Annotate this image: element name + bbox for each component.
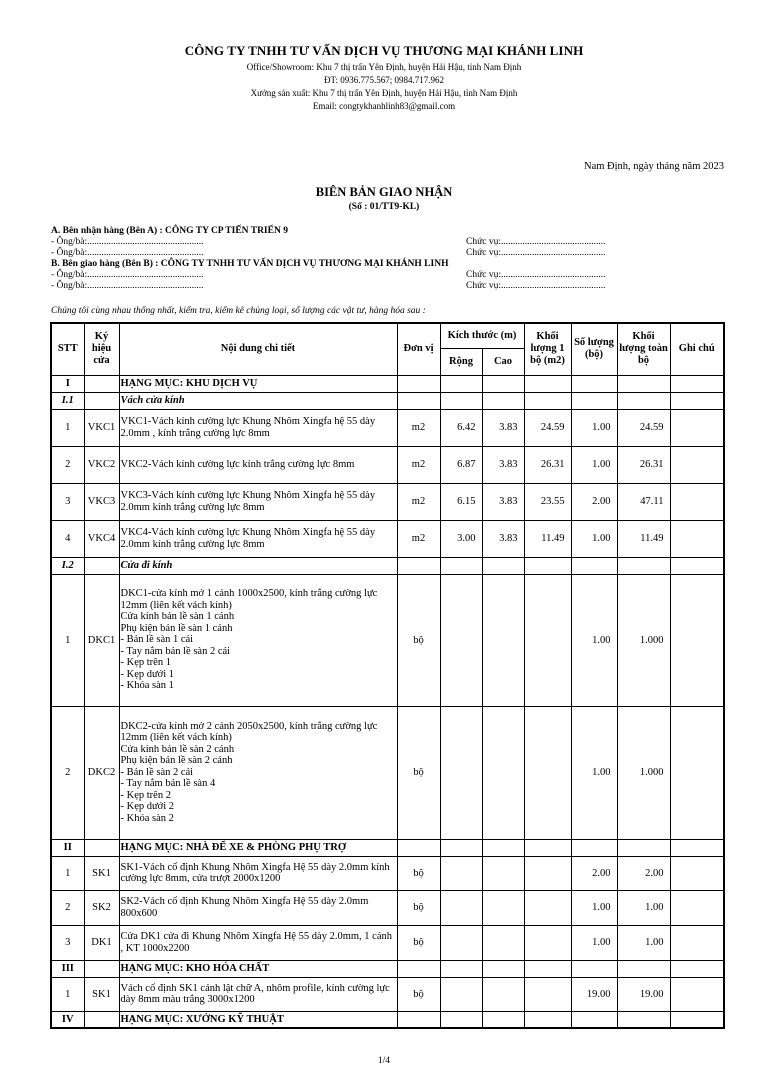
empty-cell (670, 1011, 724, 1028)
party-a-heading: A. Bên nhận hàng (Bên A) : CÔNG TY CP TIẾN TRIỂN 9 (51, 226, 288, 236)
content-line: - Khóa sàn 2 (120, 812, 174, 824)
empty-cell (617, 1011, 670, 1028)
party-b-heading: B. Bên giao hàng (Bên B) : CÔNG TY TNHH TƯ VẤN DỊCH VỤ THƯƠNG MẠI KHÁNH LINH (51, 259, 449, 269)
row-code (84, 960, 119, 977)
empty-cell (524, 392, 571, 409)
empty-cell (397, 1011, 440, 1028)
content-line: DKC2-cửa kính mở 2 cánh 2050x2500, kính trắng cường lực 12mm (liên kết vách kính) (120, 720, 378, 744)
content-line: DKC1-cửa kính mở 1 cánh 1000x2500, kính trắng cường lực 12mm (liên kết vách kính) (120, 588, 378, 611)
row-unit: bộ (397, 574, 440, 706)
row-total: 1.000 (617, 706, 670, 839)
row-total: 2.00 (617, 856, 670, 890)
row-height (482, 925, 524, 960)
company-name: CÔNG TY TNHH TƯ VẤN DỊCH VỤ THƯƠNG MẠI KHÁNH LINH (184, 43, 584, 58)
intro-text: Chúng tôi cùng nhau thống nhất, kiểm tra, kiểm kê chủng loại, số lượng các vật tư, hàng hóa sau : (51, 306, 426, 316)
row-note (670, 574, 724, 706)
row-note (670, 520, 724, 557)
empty-cell (482, 960, 524, 977)
header-unit: Đơn vị (397, 323, 440, 375)
document-title: BIÊN BẢN GIAO NHẬN (315, 185, 453, 199)
row-height: 3.83 (482, 520, 524, 557)
row-total: 26.31 (617, 446, 670, 483)
subsection-title: Cửa đi kính (119, 557, 397, 574)
content-line: SK2-Vách cố định Khung Nhôm Xingfa Hệ 55 dày 2.0mm 800x600 (120, 896, 369, 919)
party-a-person-1: - Ông/bà:................................................. (51, 237, 204, 247)
phone-line: ĐT: 0936.775.567; 0984.717.962 (323, 75, 445, 85)
table-row (51, 446, 724, 483)
page-number: 1/4 (377, 1056, 391, 1066)
header-height: Cao (482, 348, 524, 375)
row-width (440, 706, 482, 839)
header-code: Ký hiệu cửa (84, 323, 119, 375)
row-note (670, 446, 724, 483)
row-stt: 3 (51, 483, 84, 520)
row-stt: III (51, 960, 84, 977)
table-row (51, 409, 724, 446)
table-row (51, 483, 724, 520)
row-qty: 1.00 (571, 409, 617, 446)
row-vol1 (524, 856, 571, 890)
party-b-role-2: Chức vụ:............................................ (466, 281, 606, 291)
party-a-role-1: Chức vụ:............................................ (466, 237, 606, 247)
table-row (51, 856, 724, 890)
empty-cell (617, 392, 670, 409)
row-stt: 1 (51, 856, 84, 890)
empty-cell (571, 839, 617, 856)
empty-cell (670, 375, 724, 392)
empty-cell (440, 557, 482, 574)
content-line: Cửa kính bản lề sàn 1 cánh (120, 611, 235, 623)
row-content (119, 520, 397, 557)
content-line: Phụ kiện bản lề sàn 2 cánh (120, 755, 233, 767)
table-body (51, 375, 724, 1028)
row-code (84, 557, 119, 574)
row-height: 3.83 (482, 409, 524, 446)
row-code (84, 392, 119, 409)
row-unit: m2 (397, 409, 440, 446)
empty-cell (524, 960, 571, 977)
row-code: VKC1 (84, 409, 119, 446)
empty-cell (670, 557, 724, 574)
empty-cell (571, 960, 617, 977)
row-width (440, 856, 482, 890)
row-height (482, 977, 524, 1011)
empty-cell (571, 392, 617, 409)
row-note (670, 977, 724, 1011)
empty-cell (397, 392, 440, 409)
empty-cell (482, 375, 524, 392)
row-width: 6.42 (440, 409, 482, 446)
row-vol1: 23.55 (524, 483, 571, 520)
content-line: VKC3-Vách kính cường lực Khung Nhôm Xingfa hệ 55 dày 2.0mm kính trắng cường lực 8mm (120, 490, 376, 513)
table-row (51, 520, 724, 557)
row-vol1: 26.31 (524, 446, 571, 483)
row-content (119, 446, 397, 483)
content-line: - Tay nắm bản lề sàn 4 (120, 778, 216, 790)
section-title: HẠNG MỤC: KHO HÓA CHẤT (119, 960, 397, 977)
row-stt: II (51, 839, 84, 856)
row-width (440, 890, 482, 925)
row-qty: 19.00 (571, 977, 617, 1011)
row-stt: 2 (51, 890, 84, 925)
row-note (670, 483, 724, 520)
row-code: SK1 (84, 856, 119, 890)
row-stt: 4 (51, 520, 84, 557)
section-title: HẠNG MỤC: NHÀ ĐỂ XE & PHÒNG PHỤ TRỢ (119, 839, 397, 856)
row-unit: m2 (397, 483, 440, 520)
row-width (440, 574, 482, 706)
row-stt: 3 (51, 925, 84, 960)
content-line: SK1-Vách cố định Khung Nhôm Xingfa Hệ 55 dày 2.0mm kính cường lực 8mm, cửa trượt 2000x1200 (120, 861, 390, 884)
header-width: Rộng (440, 348, 482, 375)
row-vol1: 24.59 (524, 409, 571, 446)
empty-cell (524, 557, 571, 574)
content-line: - Kẹp trên 2 (120, 789, 171, 801)
table-row (51, 977, 724, 1011)
row-stt: I.1 (51, 392, 84, 409)
empty-cell (670, 392, 724, 409)
table-row (51, 925, 724, 960)
row-unit: bộ (397, 890, 440, 925)
row-stt: 1 (51, 409, 84, 446)
row-qty: 1.00 (571, 520, 617, 557)
row-total: 47.11 (617, 483, 670, 520)
row-height: 3.83 (482, 483, 524, 520)
empty-cell (440, 1011, 482, 1028)
row-code: VKC3 (84, 483, 119, 520)
table-row (51, 706, 724, 839)
row-height: 3.83 (482, 446, 524, 483)
row-total: 1.00 (617, 925, 670, 960)
row-width (440, 925, 482, 960)
header-quantity: Số lượng (bộ) (571, 323, 617, 375)
row-qty: 1.00 (571, 446, 617, 483)
row-stt: 2 (51, 446, 84, 483)
row-total: 1.00 (617, 890, 670, 925)
row-stt: I (51, 375, 84, 392)
row-height (482, 706, 524, 839)
empty-cell (397, 375, 440, 392)
empty-cell (670, 839, 724, 856)
party-a-person-2: - Ông/bà:................................................. (51, 248, 204, 258)
row-content (119, 483, 397, 520)
row-code (84, 1011, 119, 1028)
content-line: - Bản lề sàn 1 cái (120, 634, 194, 646)
party-b-role-1: Chức vụ:............................................ (466, 270, 606, 280)
row-note (670, 856, 724, 890)
table-row (51, 574, 724, 706)
subsection-title: Vách cửa kính (119, 392, 397, 409)
empty-cell (617, 375, 670, 392)
row-code: SK2 (84, 890, 119, 925)
header-content: Nội dung chi tiết (119, 323, 397, 375)
content-line: VKC1-Vách kính cường lực Khung Nhôm Xingfa hệ 55 dày 2.0mm , kính trắng cường lực 8mm (120, 416, 376, 439)
content-line: VKC2-Vách kính cường lực kính trắng cường lực 8mm (120, 458, 355, 470)
row-qty: 1.00 (571, 706, 617, 839)
row-stt: 1 (51, 574, 84, 706)
table-row (51, 890, 724, 925)
content-line: Cửa DK1 cửa đi Khung Nhôm Xingfa Hệ 55 dày 2.0mm, 1 cánh , KT 1000x2200 (120, 931, 392, 954)
row-width (440, 977, 482, 1011)
row-code: VKC4 (84, 520, 119, 557)
row-unit: bộ (397, 977, 440, 1011)
row-stt: 2 (51, 706, 84, 839)
row-width: 6.15 (440, 483, 482, 520)
row-total: 11.49 (617, 520, 670, 557)
row-qty: 1.00 (571, 925, 617, 960)
delivery-table (50, 322, 725, 1029)
document-number: (Số : 01/TT9-KL) (348, 202, 420, 212)
party-b-person-1: - Ông/bà:................................................. (51, 270, 204, 280)
content-line: - Tay nắm bản lề sàn 2 cái (120, 645, 231, 657)
row-unit: bộ (397, 706, 440, 839)
row-content (119, 856, 397, 890)
content-line: - Kẹp trên 1 (120, 657, 171, 669)
row-vol1 (524, 890, 571, 925)
empty-cell (397, 960, 440, 977)
row-stt: 1 (51, 977, 84, 1011)
row-height (482, 574, 524, 706)
empty-cell (440, 960, 482, 977)
empty-cell (482, 839, 524, 856)
row-unit: bộ (397, 856, 440, 890)
row-content (119, 574, 397, 706)
content-line: Phụ kiện bản lề sàn 1 cánh (120, 622, 233, 634)
row-vol1: 11.49 (524, 520, 571, 557)
header-volume-per-set: Khối lượng 1 bộ (m2) (524, 323, 571, 375)
row-width: 3.00 (440, 520, 482, 557)
row-total: 1.000 (617, 574, 670, 706)
content-line: - Khóa sàn 1 (120, 680, 174, 692)
empty-cell (397, 839, 440, 856)
row-content (119, 409, 397, 446)
row-code (84, 375, 119, 392)
empty-cell (524, 375, 571, 392)
row-total: 24.59 (617, 409, 670, 446)
row-qty: 2.00 (571, 483, 617, 520)
empty-cell (440, 392, 482, 409)
row-code: SK1 (84, 977, 119, 1011)
subsection-row (51, 392, 724, 409)
empty-cell (482, 392, 524, 409)
header-size: Kích thước (m) (440, 323, 524, 348)
empty-cell (670, 960, 724, 977)
content-line: - Kẹp dưới 1 (120, 668, 175, 680)
row-height (482, 856, 524, 890)
row-code: DKC1 (84, 574, 119, 706)
row-vol1 (524, 977, 571, 1011)
empty-cell (482, 557, 524, 574)
row-stt: IV (51, 1011, 84, 1028)
row-vol1 (524, 574, 571, 706)
content-line: Vách cố định SK1 cánh lật chữ A, nhôm profile, kính cường lực dày 8mm màu trắng 3000x1200 (120, 982, 390, 1005)
row-width: 6.87 (440, 446, 482, 483)
row-qty: 1.00 (571, 890, 617, 925)
email-line: Email: congtykhanhlinh83@gmail.com (312, 101, 456, 111)
row-content (119, 890, 397, 925)
row-qty: 2.00 (571, 856, 617, 890)
empty-cell (617, 960, 670, 977)
row-note (670, 706, 724, 839)
empty-cell (617, 839, 670, 856)
empty-cell (617, 557, 670, 574)
empty-cell (524, 839, 571, 856)
empty-cell (440, 375, 482, 392)
section-row (51, 1011, 724, 1028)
row-unit: bộ (397, 925, 440, 960)
content-line: VKC4-Vách kính cường lực Khung Nhôm Xingfa hệ 55 dày 2.0mm kính trắng cường lực 8mm (120, 527, 376, 550)
row-vol1 (524, 925, 571, 960)
row-note (670, 409, 724, 446)
row-vol1 (524, 706, 571, 839)
section-row (51, 839, 724, 856)
section-title: HẠNG MỤC: XƯỞNG KỸ THUẬT (119, 1011, 397, 1028)
row-content (119, 706, 397, 839)
office-address: Office/Showroom: Khu 7 thị trấn Yên Định, huyện Hải Hậu, tỉnh Nam Định (246, 62, 522, 72)
factory-address: Xưởng sản xuất: Khu 7 thị trấn Yên Định, huyện Hải Hậu, tỉnh Nam Định (250, 88, 518, 98)
party-b-person-2: - Ông/bà:................................................. (51, 281, 204, 291)
header-total-volume: Khối lượng toàn bộ (617, 323, 670, 375)
row-code (84, 839, 119, 856)
row-total: 19.00 (617, 977, 670, 1011)
header-stt: STT (51, 323, 84, 375)
row-unit: m2 (397, 446, 440, 483)
row-note (670, 925, 724, 960)
row-code: VKC2 (84, 446, 119, 483)
party-a-role-2: Chức vụ:............................................ (466, 248, 606, 258)
row-content (119, 925, 397, 960)
row-height (482, 890, 524, 925)
empty-cell (571, 1011, 617, 1028)
empty-cell (482, 1011, 524, 1028)
content-line: - Bản lề sàn 2 cái (120, 766, 194, 778)
content-line: - Kẹp dưới 2 (120, 801, 175, 813)
parties-block (51, 226, 731, 292)
subsection-row (51, 557, 724, 574)
empty-cell (440, 839, 482, 856)
empty-cell (397, 557, 440, 574)
empty-cell (571, 375, 617, 392)
section-row (51, 960, 724, 977)
empty-cell (571, 557, 617, 574)
header-note: Ghi chú (670, 323, 724, 375)
row-stt: I.2 (51, 557, 84, 574)
row-note (670, 890, 724, 925)
row-qty: 1.00 (571, 574, 617, 706)
row-unit: m2 (397, 520, 440, 557)
row-code: DKC2 (84, 706, 119, 839)
empty-cell (524, 1011, 571, 1028)
section-row (51, 375, 724, 392)
row-content (119, 977, 397, 1011)
content-line: Cửa kính bản lề sàn 2 cánh (120, 743, 235, 755)
row-code: DK1 (84, 925, 119, 960)
section-title: HẠNG MỤC: KHU DỊCH VỤ (119, 375, 397, 392)
date-line: Nam Định, ngày tháng năm 2023 (584, 161, 724, 172)
